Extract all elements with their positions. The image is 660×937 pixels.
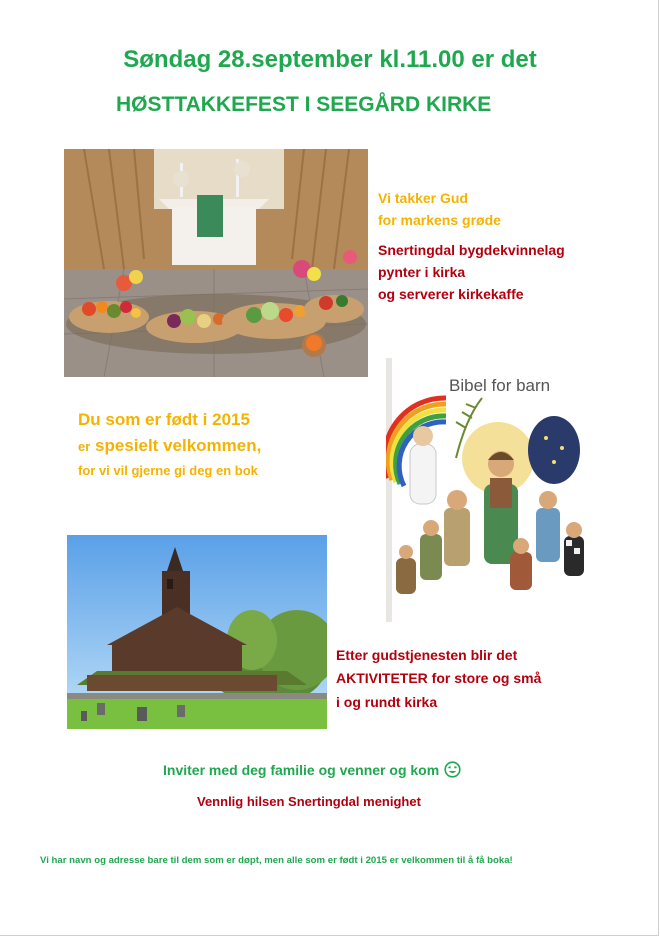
- smiley-icon: [444, 761, 461, 781]
- book-title: Bibel for barn: [449, 376, 551, 395]
- organizer-line-1: Snertingdal bygdekvinnelag: [378, 242, 565, 258]
- bible-book-cover: [386, 358, 602, 622]
- event-date-line: Søndag 28.september kl.11.00 er det: [123, 46, 537, 73]
- born-line-2: [78, 436, 261, 456]
- thanks-line-1: Vi takker Gud: [378, 190, 469, 206]
- invite-line: [163, 761, 461, 781]
- event-title: HØSTTAKKEFEST I SEEGÅRD KIRKE: [116, 93, 492, 116]
- born-line-3: for vi vil gjerne gi deg en bok: [78, 463, 258, 478]
- church-photo: [67, 535, 327, 729]
- altar-harvest-photo: [64, 149, 368, 377]
- activities-line-3: i og rundt kirka: [336, 694, 438, 710]
- born-line-2-main: spesielt velkommen,: [95, 436, 262, 455]
- born-line-1: Du som er født i 2015: [78, 410, 250, 429]
- greeting: Vennlig hilsen Snertingdal menighet: [197, 794, 421, 809]
- footer-note: Vi har navn og adresse bare til dem som er døpt, men alle som er født i 2015 er velkommen til å få boka!: [40, 855, 513, 866]
- born-line-2-prefix: er: [78, 439, 91, 454]
- activities-line-1: Etter gudstjenesten blir det: [336, 647, 518, 663]
- invite-text: Inviter med deg familie og venner og kom: [163, 762, 440, 778]
- organizer-line-2: pynter i kirka: [378, 264, 466, 280]
- thanks-line-2: for markens grøde: [378, 212, 501, 228]
- activities-line-2: AKTIVITETER for store og små: [336, 670, 542, 686]
- organizer-line-3: og serverer kirkekaffe: [378, 286, 524, 302]
